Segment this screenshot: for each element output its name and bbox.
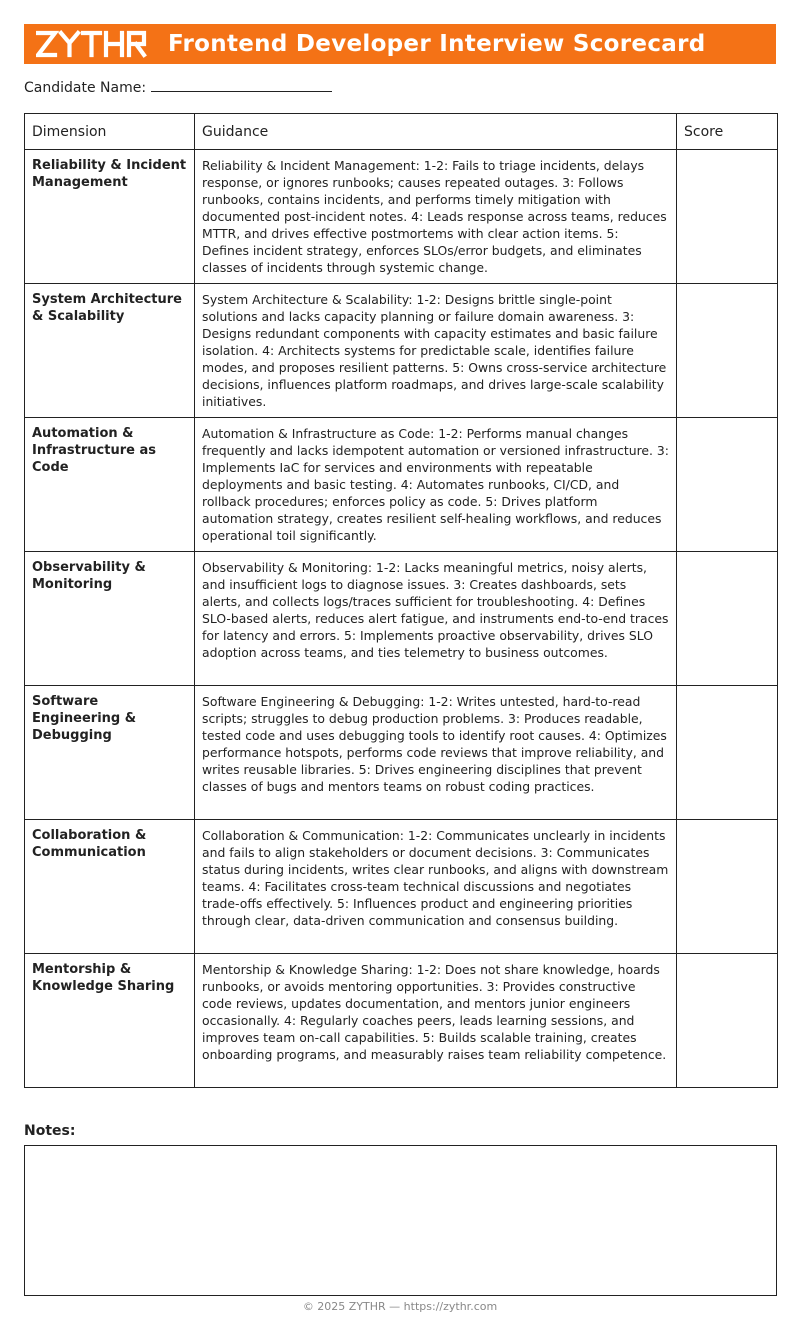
table-row [25,150,778,284]
candidate-name-label: Candidate Name: [24,80,147,96]
table-row [25,954,778,1088]
dimension-cell: Automation & Infrastructure as Code [25,418,195,552]
score-cell[interactable] [677,284,778,418]
dimension-cell: Observability & Monitoring [25,552,195,686]
dimension-cell: System Architecture & Scalability [25,284,195,418]
header-banner [24,24,776,64]
score-cell[interactable] [677,552,778,686]
dimension-cell: Reliability & Incident Management [25,150,195,284]
score-cell[interactable] [677,820,778,954]
table-row [25,284,778,418]
guidance-cell: Observability & Monitoring: 1-2: Lacks meaningful metrics, noisy alerts, and insufficient logs to diagnose issues. 3: Creates dashboards, sets alerts, and collects logs/traces sufficient for troubleshooting. 4: Defines SLO-based alerts, reduces alert fatigue, and instruments end-to-end traces for latency and errors. 5: Implements proactive observability, drives SLO adoption across teams, and ties telemetry to business outcomes. [195,552,677,686]
column-header-guidance: Guidance [195,114,677,150]
column-header-dimension: Dimension [25,114,195,150]
score-cell[interactable] [677,418,778,552]
table-row [25,552,778,686]
candidate-name-row [24,77,332,96]
notes-label: Notes: [24,1123,76,1139]
guidance-cell: Software Engineering & Debugging: 1-2: Writes untested, hard-to-read scripts; struggles to debug production problems. 3: Produces readable, tested code and uses debugging tools to identify root causes. 4: Optimizes performance hotspots, performs code reviews that improve reliability, and writes reusable libraries. 5: Drives engineering disciplines that prevent classes of bugs and mentors teams on robust coding practices. [195,686,677,820]
dimension-cell: Mentorship & Knowledge Sharing [25,954,195,1088]
scorecard-table [24,113,778,1088]
table-row [25,418,778,552]
guidance-cell: System Architecture & Scalability: 1-2: Designs brittle single-point solutions and lacks capacity planning or failure domain awareness. 3: Designs redundant components with capacity estimates and basic failure isolation. 4: Architects systems for predictable scale, identifies failure modes, and proposes resilient patterns. 5: Owns cross-service architecture decisions, influences platform roadmaps, and drives large-scale scalability initiatives. [195,284,677,418]
dimension-cell: Software Engineering & Debugging [25,686,195,820]
zythr-logo [36,30,148,58]
table-row [25,686,778,820]
score-cell[interactable] [677,686,778,820]
column-header-score: Score [677,114,778,150]
guidance-cell: Collaboration & Communication: 1-2: Communicates unclearly in incidents and fails to align stakeholders or document decisions. 3: Communicates status during incidents, writes clear runbooks, and aligns with downstream teams. 4: Facilitates cross-team technical discussions and negotiates trade-offs effectively. 5: Influences product and engineering priorities through clear, data-driven communication and consensus building. [195,820,677,954]
table-row [25,820,778,954]
footer: © 2025 ZYTHR — https://zythr.com [302,1300,498,1313]
notes-box[interactable] [24,1145,777,1296]
table-header-row [25,114,778,150]
zythr-logo-mark [36,30,148,58]
page-title: Frontend Developer Interview Scorecard [168,31,706,57]
guidance-cell: Automation & Infrastructure as Code: 1-2: Performs manual changes frequently and lacks idempotent automation or versioned infrastructure. 3: Implements IaC for services and environments with repeatable deployments and basic testing. 4: Automates runbooks, CI/CD, and rollback procedures; enforces policy as code. 5: Drives platform automation strategy, creates resilient self-healing workflows, and reduces operational toil significantly. [195,418,677,552]
guidance-cell: Mentorship & Knowledge Sharing: 1-2: Does not share knowledge, hoards runbooks, or avoids mentoring opportunities. 3: Provides constructive code reviews, updates documentation, and mentors junior engineers occasionally. 4: Regularly coaches peers, leads learning sessions, and improves team on-call capabilities. 5: Builds scalable training, creates onboarding programs, and measurably raises team reliability competence. [195,954,677,1088]
dimension-cell: Collaboration & Communication [25,820,195,954]
score-cell[interactable] [677,150,778,284]
score-cell[interactable] [677,954,778,1088]
candidate-name-field[interactable] [151,77,332,92]
guidance-cell: Reliability & Incident Management: 1-2: Fails to triage incidents, delays response, or ignores runbooks; causes repeated outages. 3: Follows runbooks, contains incidents, and performs timely mitigation with documented post-incident notes. 4: Leads response across teams, reduces MTTR, and drives effective postmortems with clear action items. 5: Defines incident strategy, enforces SLOs/error budgets, and eliminates classes of incidents through systemic change. [195,150,677,284]
